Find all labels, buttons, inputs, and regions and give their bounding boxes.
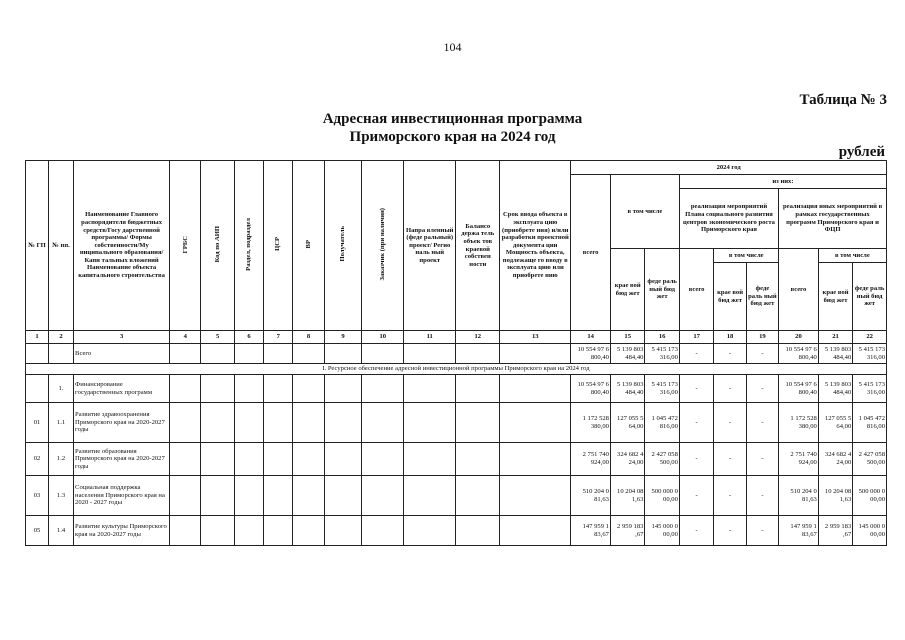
cell-vr bbox=[293, 443, 324, 476]
cell-vr bbox=[293, 375, 324, 403]
cell-poluchatel bbox=[324, 375, 362, 403]
currency-unit: рублей bbox=[838, 144, 885, 160]
column-number-cell: 7 bbox=[264, 331, 293, 344]
header-napravlenie: Напра вленный (феде ральный) проект/ Регио наль ный проект bbox=[404, 161, 456, 331]
cell-kraevoy: 324 682 4 24,00 bbox=[610, 443, 644, 476]
cell-kod-aip bbox=[201, 375, 234, 403]
cell-plan-federalny: - bbox=[746, 443, 778, 476]
cell-plan-kraevoy: - bbox=[714, 403, 746, 443]
cell-plan-vsego: - bbox=[679, 476, 713, 516]
table-row bbox=[26, 516, 887, 546]
header-grbs: ГРБС bbox=[170, 161, 201, 331]
column-number-cell: 12 bbox=[456, 331, 500, 344]
cell-vr bbox=[293, 344, 324, 364]
cell-razdel bbox=[234, 375, 263, 403]
cell-srok bbox=[500, 443, 571, 476]
table-row bbox=[26, 344, 887, 364]
cell-balansoderzhatel bbox=[456, 403, 500, 443]
cell-balansoderzhatel bbox=[456, 375, 500, 403]
header-vsego-3: всего bbox=[779, 249, 819, 331]
table-row bbox=[26, 443, 887, 476]
title-line-2: Приморского края на 2024 год bbox=[349, 129, 556, 145]
header-name: Наименование Главного распорядителя бюджетных средств/Госу дарственной программы/ Формы собственности/Му ниципального образования/Капи тальных вложений Наименование объекта капитального строительства bbox=[74, 161, 170, 331]
table-label: Таблица № 3 bbox=[799, 92, 887, 108]
cell-inye-vsego: 1 172 528 380,00 bbox=[779, 403, 819, 443]
header-poluchatel: Получатель bbox=[324, 161, 362, 331]
cell-poluchatel bbox=[324, 443, 362, 476]
cell-federalny: 5 415 173 316,00 bbox=[645, 375, 679, 403]
cell-inye-kraevoy: 324 682 4 24,00 bbox=[818, 443, 852, 476]
cell-balansoderzhatel bbox=[456, 344, 500, 364]
column-number-cell: 10 bbox=[362, 331, 404, 344]
cell-vsego: 10 554 97 6 800,40 bbox=[571, 344, 611, 364]
table-row bbox=[26, 403, 887, 443]
cell-napravlenie bbox=[404, 375, 456, 403]
column-number-cell: 22 bbox=[853, 331, 887, 344]
header-realizaciya-plana: реализация мероприятий Плана социального развития центров экономического роста Приморского края bbox=[679, 189, 778, 249]
header-kraevoy-3: крае вой бюд жет bbox=[818, 263, 852, 331]
cell-name: Всего bbox=[74, 344, 170, 364]
cell-federalny: 145 000 0 00,00 bbox=[645, 516, 679, 546]
cell-srok bbox=[500, 516, 571, 546]
column-number-cell: 3 bbox=[74, 331, 170, 344]
cell-poluchatel bbox=[324, 476, 362, 516]
cell-csr bbox=[264, 443, 293, 476]
column-number-cell: 19 bbox=[746, 331, 778, 344]
column-number-cell: 16 bbox=[645, 331, 679, 344]
cell-kraevoy: 5 139 803 484,40 bbox=[610, 375, 644, 403]
cell-grbs bbox=[170, 403, 201, 443]
cell-balansoderzhatel bbox=[456, 516, 500, 546]
column-number-cell: 8 bbox=[293, 331, 324, 344]
header-pp-no: № пп. bbox=[48, 161, 73, 331]
cell-plan-kraevoy: - bbox=[714, 375, 746, 403]
table-body-programs bbox=[26, 375, 887, 546]
header-vr: ВР bbox=[293, 161, 324, 331]
header-srok: Срок ввода объекта в эксплуата цию (приобрете ния) и/или разработки проектной документа ции Мощность объекта, подлежаще го вводу в эксплуата цию или приобрете нию bbox=[500, 161, 571, 331]
header-kraevoy-1: крае вой бюд жет bbox=[610, 249, 644, 331]
cell-vr bbox=[293, 403, 324, 443]
cell-poluchatel bbox=[324, 403, 362, 443]
page-number: 104 bbox=[443, 40, 462, 54]
table-row bbox=[26, 375, 887, 403]
header-kraevoy-2: крае вой бюд жет bbox=[714, 263, 746, 331]
cell-srok bbox=[500, 403, 571, 443]
cell-pp-no: 1.3 bbox=[48, 476, 73, 516]
table-row bbox=[26, 476, 887, 516]
header-balansoderzhatel: Балансо держа тель объек тов краевой собствен ности bbox=[456, 161, 500, 331]
cell-name: Развитие образования Приморского края на 2020-2027 годы bbox=[74, 443, 170, 476]
cell-grbs bbox=[170, 344, 201, 364]
cell-balansoderzhatel bbox=[456, 476, 500, 516]
cell-plan-vsego: - bbox=[679, 344, 713, 364]
cell-plan-vsego: - bbox=[679, 516, 713, 546]
cell-inye-vsego: 2 751 740 924,00 bbox=[779, 443, 819, 476]
cell-inye-vsego: 147 959 1 83,67 bbox=[779, 516, 819, 546]
cell-plan-federalny: - bbox=[746, 344, 778, 364]
column-number-cell: 20 bbox=[779, 331, 819, 344]
header-kod-aip: Код по АИП bbox=[201, 161, 234, 331]
cell-plan-kraevoy: - bbox=[714, 443, 746, 476]
cell-pp-no bbox=[48, 344, 73, 364]
cell-inye-federalny: 500 000 0 00,00 bbox=[853, 476, 887, 516]
cell-inye-vsego: 510 204 0 81,63 bbox=[779, 476, 819, 516]
cell-inye-kraevoy: 5 139 803 484,40 bbox=[818, 344, 852, 364]
column-number-cell: 11 bbox=[404, 331, 456, 344]
cell-razdel bbox=[234, 516, 263, 546]
cell-inye-kraevoy: 10 204 08 1,63 bbox=[818, 476, 852, 516]
cell-plan-vsego: - bbox=[679, 375, 713, 403]
cell-csr bbox=[264, 516, 293, 546]
cell-gp-no: 05 bbox=[26, 516, 49, 546]
cell-vsego: 510 204 0 81,63 bbox=[571, 476, 611, 516]
cell-pp-no: 1.2 bbox=[48, 443, 73, 476]
header-federalny-1: феде раль ный бюд жет bbox=[645, 249, 679, 331]
cell-pp-no: 1.4 bbox=[48, 516, 73, 546]
cell-csr bbox=[264, 403, 293, 443]
cell-federalny: 5 415 173 316,00 bbox=[645, 344, 679, 364]
header-v-tom-chisle-2: в том числе bbox=[714, 249, 779, 263]
cell-plan-kraevoy: - bbox=[714, 476, 746, 516]
cell-name: Развитие культуры Приморского края на 2020-2027 годы bbox=[74, 516, 170, 546]
cell-plan-federalny: - bbox=[746, 375, 778, 403]
cell-name: Финансирование государственных программ bbox=[74, 375, 170, 403]
column-number-cell: 14 bbox=[571, 331, 611, 344]
table-section bbox=[26, 364, 887, 375]
cell-gp-no: 02 bbox=[26, 443, 49, 476]
header-iz-nih: из них: bbox=[679, 175, 886, 189]
header-federalny-2: феде раль ный бюд жет bbox=[746, 263, 778, 331]
cell-pp-no: 1. bbox=[48, 375, 73, 403]
cell-razdel bbox=[234, 476, 263, 516]
cell-srok bbox=[500, 375, 571, 403]
cell-grbs bbox=[170, 516, 201, 546]
column-number-cell: 9 bbox=[324, 331, 362, 344]
cell-poluchatel bbox=[324, 516, 362, 546]
cell-kod-aip bbox=[201, 443, 234, 476]
cell-zakazchik bbox=[362, 375, 404, 403]
cell-grbs bbox=[170, 443, 201, 476]
cell-plan-federalny: - bbox=[746, 476, 778, 516]
header-csr: ЦСР bbox=[264, 161, 293, 331]
cell-inye-federalny: 1 045 472 816,00 bbox=[853, 403, 887, 443]
cell-inye-kraevoy: 5 139 803 484,40 bbox=[818, 375, 852, 403]
cell-vsego: 1 172 528 380,00 bbox=[571, 403, 611, 443]
header-v-tom-chisle-3: в том числе bbox=[818, 249, 886, 263]
cell-gp-no: 01 bbox=[26, 403, 49, 443]
column-number-cell: 15 bbox=[610, 331, 644, 344]
cell-pp-no: 1.1 bbox=[48, 403, 73, 443]
cell-gp-no: 03 bbox=[26, 476, 49, 516]
cell-plan-kraevoy: - bbox=[714, 344, 746, 364]
cell-kod-aip bbox=[201, 344, 234, 364]
cell-napravlenie bbox=[404, 443, 456, 476]
cell-plan-vsego: - bbox=[679, 443, 713, 476]
cell-zakazchik bbox=[362, 403, 404, 443]
column-number-cell: 21 bbox=[818, 331, 852, 344]
cell-vr bbox=[293, 516, 324, 546]
cell-csr bbox=[264, 344, 293, 364]
cell-inye-vsego: 10 554 97 6 800,40 bbox=[779, 344, 819, 364]
document-title bbox=[0, 110, 905, 146]
column-number-cell: 1 bbox=[26, 331, 49, 344]
column-number-row bbox=[26, 331, 887, 344]
cell-csr bbox=[264, 375, 293, 403]
column-number-cell: 5 bbox=[201, 331, 234, 344]
header-vsego-2: всего bbox=[679, 249, 713, 331]
cell-grbs bbox=[170, 476, 201, 516]
cell-balansoderzhatel bbox=[456, 443, 500, 476]
cell-zakazchik bbox=[362, 476, 404, 516]
column-number-cell: 6 bbox=[234, 331, 263, 344]
cell-inye-kraevoy: 127 055 5 64,00 bbox=[818, 403, 852, 443]
cell-inye-federalny: 145 000 0 00,00 bbox=[853, 516, 887, 546]
cell-inye-federalny: 5 415 173 316,00 bbox=[853, 375, 887, 403]
cell-vsego: 2 751 740 924,00 bbox=[571, 443, 611, 476]
cell-name: Развитие здравоохранения Приморского края на 2020-2027 годы bbox=[74, 403, 170, 443]
cell-gp-no bbox=[26, 375, 49, 403]
header-gp-no: № ГП bbox=[26, 161, 49, 331]
cell-grbs bbox=[170, 375, 201, 403]
cell-kraevoy: 5 139 803 484,40 bbox=[610, 344, 644, 364]
column-number-cell: 18 bbox=[714, 331, 746, 344]
cell-inye-federalny: 2 427 058 500,00 bbox=[853, 443, 887, 476]
investment-program-table bbox=[25, 160, 887, 546]
cell-kraevoy: 10 204 08 1,63 bbox=[610, 476, 644, 516]
section-title: I. Ресурсное обеспечение адресной инвестиционной программы Приморского края на 2024 год bbox=[26, 364, 887, 375]
cell-federalny: 500 000 0 00,00 bbox=[645, 476, 679, 516]
cell-srok bbox=[500, 344, 571, 364]
cell-federalny: 2 427 058 500,00 bbox=[645, 443, 679, 476]
column-number-cell: 17 bbox=[679, 331, 713, 344]
cell-kraevoy: 2 959 183 ,67 bbox=[610, 516, 644, 546]
cell-kod-aip bbox=[201, 403, 234, 443]
cell-plan-vsego: - bbox=[679, 403, 713, 443]
cell-napravlenie bbox=[404, 476, 456, 516]
cell-napravlenie bbox=[404, 344, 456, 364]
cell-razdel bbox=[234, 403, 263, 443]
cell-srok bbox=[500, 476, 571, 516]
cell-napravlenie bbox=[404, 403, 456, 443]
cell-poluchatel bbox=[324, 344, 362, 364]
header-year: 2024 год bbox=[571, 161, 887, 175]
cell-federalny: 1 045 472 816,00 bbox=[645, 403, 679, 443]
cell-vr bbox=[293, 476, 324, 516]
cell-plan-kraevoy: - bbox=[714, 516, 746, 546]
cell-razdel bbox=[234, 344, 263, 364]
cell-csr bbox=[264, 476, 293, 516]
cell-zakazchik bbox=[362, 443, 404, 476]
cell-kraevoy: 127 055 5 64,00 bbox=[610, 403, 644, 443]
header-federalny-3: феде раль ный бюд жет bbox=[853, 263, 887, 331]
cell-vsego: 147 959 1 83,67 bbox=[571, 516, 611, 546]
cell-inye-kraevoy: 2 959 183 ,67 bbox=[818, 516, 852, 546]
column-number-cell: 13 bbox=[500, 331, 571, 344]
header-vsego: всего bbox=[571, 175, 611, 331]
cell-kod-aip bbox=[201, 516, 234, 546]
column-number-cell: 2 bbox=[48, 331, 73, 344]
cell-kod-aip bbox=[201, 476, 234, 516]
header-v-tom-chisle: в том числе bbox=[610, 175, 679, 249]
cell-zakazchik bbox=[362, 516, 404, 546]
cell-inye-vsego: 10 554 97 6 800,40 bbox=[779, 375, 819, 403]
column-number-cell: 4 bbox=[170, 331, 201, 344]
cell-gp-no bbox=[26, 344, 49, 364]
title-line-1: Адресная инвестиционная программа bbox=[322, 111, 583, 127]
cell-razdel bbox=[234, 443, 263, 476]
cell-name: Социальная поддержка населения Приморского края на 2020 - 2027 годы bbox=[74, 476, 170, 516]
header-zakazchik: Заказчик (при наличии) bbox=[362, 161, 404, 331]
cell-zakazchik bbox=[362, 344, 404, 364]
header-razdel: Раздел, подраздел bbox=[234, 161, 263, 331]
header-realizaciya-inyh: реализация иных мероприятий в рамках государственных программ Приморского края и ФЦП bbox=[779, 189, 887, 249]
cell-inye-federalny: 5 415 173 316,00 bbox=[853, 344, 887, 364]
cell-napravlenie bbox=[404, 516, 456, 546]
cell-plan-federalny: - bbox=[746, 516, 778, 546]
cell-vsego: 10 554 97 6 800,40 bbox=[571, 375, 611, 403]
table-body-total bbox=[26, 344, 887, 364]
cell-plan-federalny: - bbox=[746, 403, 778, 443]
